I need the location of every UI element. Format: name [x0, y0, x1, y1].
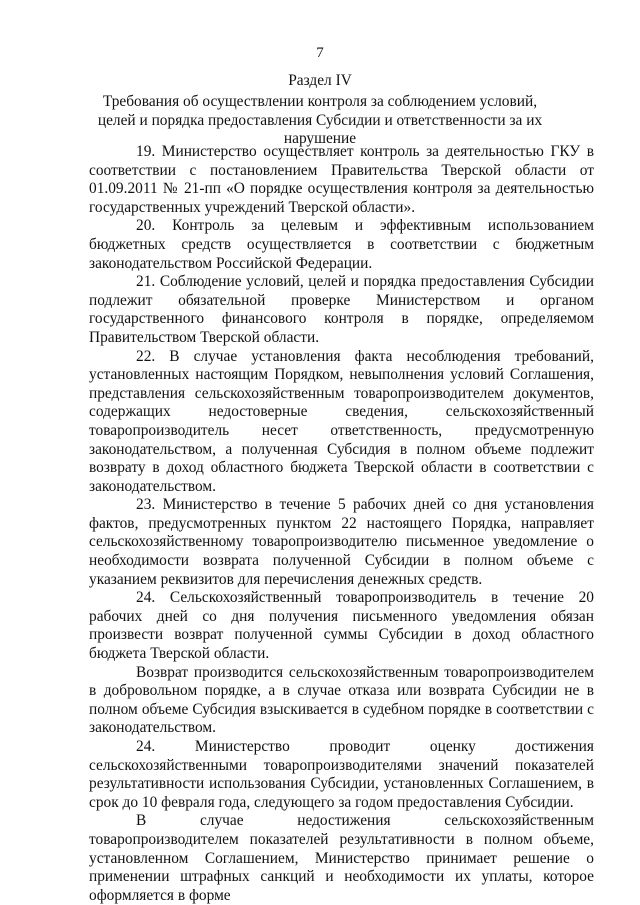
paragraph-return-procedure: Возврат производится сельскохозяйственным товаропроизводителем в добровольном порядке, а в случае отказа или возврата Субсидии не в полном объеме Субсидия взыскивается в судебном порядке в соответствии с законодательством.	[89, 663, 594, 737]
paragraph-non-achievement: В случае недостижения сельскохозяйственным товаропроизводителем показателей результативности в полном объеме, установленном Соглашением, Министерство принимает решение о применении штрафных санкций и необходимости их уплаты, которое оформляется в форме	[89, 812, 594, 904]
document-body	[89, 143, 594, 905]
page-number: 7	[316, 45, 324, 61]
paragraph-21: 21. Соблюдение условий, целей и порядка предоставления Субсидии подлежит обязательной проверке Министерством и органом государственного финансового контроля в порядке, определяемом Правительством Тверской области.	[89, 273, 594, 346]
paragraph-19: 19. Министерство осуществляет контроль за деятельностью ГКУ в соответствии с постановлением Правительства Тверской области от 01.09.2011 № 21-пп «О порядке осуществления контроля за деятельностью государственных учреждений Тверской области».	[89, 143, 594, 216]
paragraph-24-return: 24. Сельскохозяйственный товаропроизводитель в течение 20 рабочих дней со дня получения письменного уведомления обязан произвести возврат полученной суммы Субсидии в доход областного бюджета Тверской области.	[89, 589, 594, 663]
paragraph-22: 22. В случае установления факта несоблюдения требований, установленных настоящим Порядком, невыполнения условий Соглашения, представления сельскохозяйственным товаропроизводителем документов, содержащих недостоверные сведения, сельскохозяйственный товаропроизводитель несет ответственность, предусмотренную законодательством, а полученная Субсидия в полном объеме подлежит возврату в доход областного бюджета Тверской области в соответствии с законодательством.	[89, 347, 594, 495]
section-label: Раздел IV	[288, 72, 352, 89]
section-heading: Требования об осуществлении контроля за соблюдением условий, целей и порядка предоставления Субсидии и ответственности за их нарушение	[97, 93, 543, 148]
paragraph-23: 23. Министерство в течение 5 рабочих дней со дня установления фактов, предусмотренных пунктом 22 настоящего Порядка, направляет сельскохозяйственному товаропроизводителю письменное уведомление о необходимости возврата полученной Субсидии в полном объеме с указанием реквизитов для перечисления денежных средств.	[89, 496, 594, 588]
paragraph-24-evaluation: 24. Министерство проводит оценку достижения сельскохозяйственными товаропроизводителями значений показателей результативности использования Субсидии, установленных Соглашением, в срок до 10 февраля года, следующего за годом предоставления Субсидии.	[89, 738, 594, 811]
paragraph-20: 20. Контроль за целевым и эффективным использованием бюджетных средств осуществляется в соответствии с бюджетным законодательством Российской Федерации.	[89, 217, 594, 272]
